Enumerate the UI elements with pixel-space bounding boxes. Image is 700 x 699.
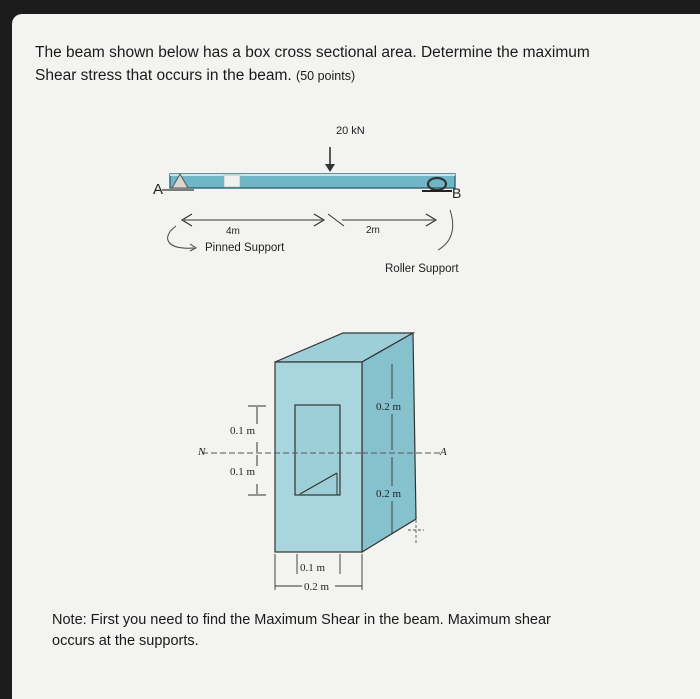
document-page [12, 14, 700, 699]
neutral-axis-label-n: N [198, 446, 206, 458]
beam-highlight [224, 175, 240, 187]
roller-support-label: Roller Support [385, 263, 459, 275]
beam-diagram [153, 125, 461, 275]
load-arrow-head [325, 164, 335, 172]
neutral-axis-label-a: A [440, 446, 447, 458]
span-right-label: 2m [366, 225, 380, 236]
beam-body [170, 174, 455, 188]
note-line-1: Note: First you need to find the Maximum Shear in the beam. Maximum shear [52, 612, 551, 628]
note-text [52, 610, 612, 652]
load-label: 20 kN [336, 125, 365, 137]
support-a-label: A [153, 181, 164, 198]
lower-thickness-label: 0.1 m [230, 466, 256, 478]
lower-height-label: 0.2 m [376, 488, 402, 500]
box-section-diagram [197, 333, 447, 593]
points-label: (50 points) [296, 69, 356, 83]
span-left-label: 4m [226, 226, 240, 237]
box-cavity [295, 405, 340, 495]
box-side-face [362, 333, 416, 552]
outer-width-label: 0.2 m [304, 581, 330, 593]
note-line-2: occurs at the supports. [52, 633, 199, 649]
support-b-label: B [452, 185, 462, 201]
inner-width-label: 0.1 m [300, 562, 326, 574]
upper-thickness-label: 0.1 m [230, 425, 256, 437]
question-line-2: Shear stress that occurs in the beam. [35, 67, 292, 84]
pinned-support-label: Pinned Support [205, 242, 285, 254]
question-line-1: The beam shown below has a box cross sectional area. Determine the maximum [35, 44, 590, 61]
upper-height-label: 0.2 m [376, 401, 402, 413]
problem-figure [12, 14, 700, 699]
